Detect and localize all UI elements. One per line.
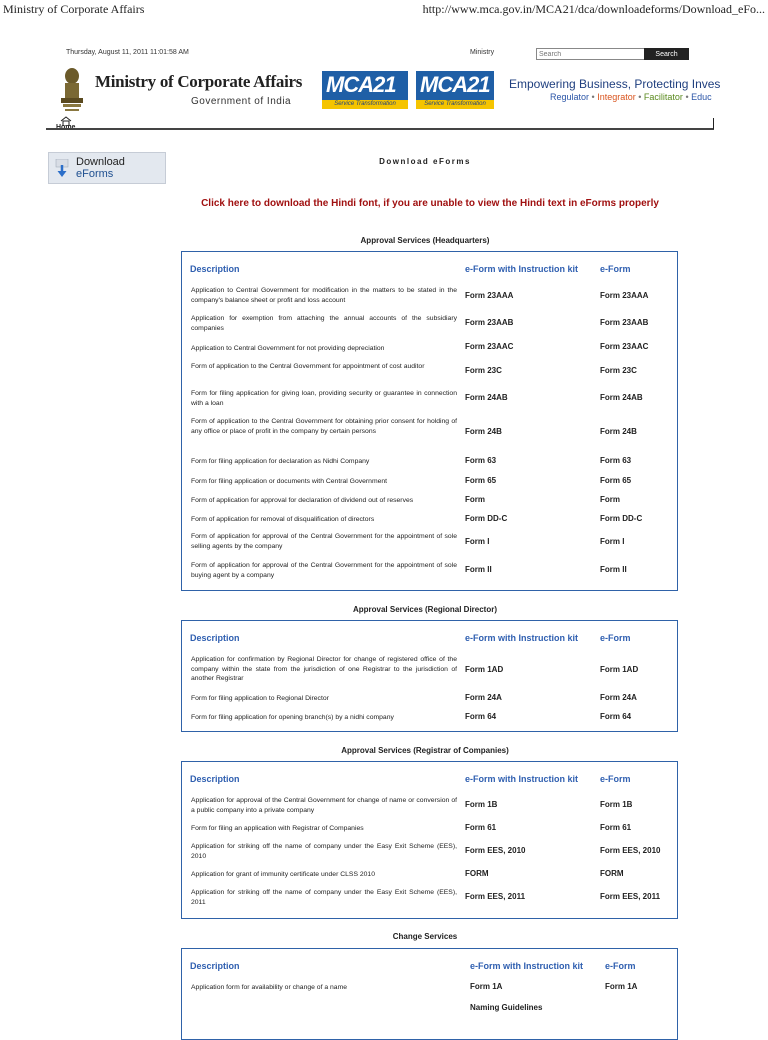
header-divider-marker: [713, 118, 714, 129]
form-kit-link[interactable]: Form 23AAC: [465, 342, 514, 351]
download-label: Download: [76, 156, 125, 168]
form-kit-link[interactable]: Form EES, 2010: [465, 846, 526, 855]
eform-link[interactable]: Form 23AAC: [600, 342, 649, 351]
form-kit-link[interactable]: FORM: [465, 869, 489, 878]
row-description: Form for filing application or documents with Central Government: [191, 478, 388, 485]
eform-link[interactable]: Form EES, 2010: [600, 846, 661, 855]
form-kit-link[interactable]: Form DD-C: [465, 514, 508, 523]
mca21-logo-sub: Service Transformation: [322, 100, 408, 109]
naming-guidelines-link[interactable]: Naming Guidelines: [470, 1003, 543, 1012]
form-kit-link[interactable]: Form 64: [465, 712, 497, 721]
row-description: Application for striking off the name of company under the Easy Exit Scheme (EES), 2011: [191, 889, 457, 906]
mca21-logo-text: MCA21: [420, 72, 490, 97]
eform-link[interactable]: Form 63: [600, 456, 632, 465]
col-header-kit: e-Form with Instruction kit: [470, 961, 584, 971]
form-kit-link[interactable]: Form 65: [465, 476, 497, 485]
col-header-eform: e-Form: [605, 961, 636, 971]
row-description: Form for filing an application with Registrar of Companies: [191, 825, 364, 832]
col-header-kit: e-Form with Instruction kit: [465, 633, 579, 643]
col-header-description: Description: [190, 264, 240, 274]
row-description: Application for grant of immunity certificate under CLSS 2010: [191, 871, 375, 878]
row-description: Application to Central Government for modification in the matters to be stated in the company's balance sheet or profit and loss account: [191, 287, 457, 304]
form-kit-link[interactable]: Form 61: [465, 823, 497, 832]
section-title-regional-director: Approval Services (Regional Director): [352, 605, 498, 614]
role-educator[interactable]: Educ: [691, 92, 712, 102]
eform-link[interactable]: FORM: [600, 869, 624, 878]
section-title-change-services: Change Services: [392, 932, 458, 941]
form-kit-link[interactable]: Form 1B: [465, 800, 498, 809]
col-header-kit: e-Form with Instruction kit: [465, 264, 579, 274]
hindi-font-link[interactable]: Click here to download the Hindi font, if you are unable to view the Hindi text in eForms properly: [201, 198, 659, 209]
eform-link[interactable]: Form EES, 2011: [600, 892, 661, 901]
col-header-kit: e-Form with Instruction kit: [465, 774, 579, 784]
form-kit-link[interactable]: Form 63: [465, 456, 497, 465]
eform-link[interactable]: Form 65: [600, 476, 632, 485]
role-integrator[interactable]: Integrator: [597, 92, 636, 102]
role-links: Regulator • Integrator • Facilitator • Educ: [550, 92, 712, 102]
row-description: Form of application to the Central Government for obtaining prior consent for holding of any office or place of profit in the company by certain persons: [191, 418, 457, 435]
eform-link[interactable]: Form 24AB: [600, 393, 643, 402]
eform-link[interactable]: Form 24B: [600, 427, 637, 436]
form-kit-link[interactable]: Form EES, 2011: [465, 892, 526, 901]
eform-link[interactable]: Form 23C: [600, 366, 637, 375]
mca21-logo-text: MCA21: [326, 72, 396, 97]
row-description: Application form for availability or change of a name: [191, 984, 348, 991]
form-kit-link[interactable]: Form 24A: [465, 693, 502, 702]
form-kit-link[interactable]: Form 1AD: [465, 665, 504, 674]
eform-link[interactable]: Form: [600, 495, 620, 504]
row-description: Application for confirmation by Regional Director for change of registered office of the company within the state from the jurisdiction of one Registrar to the jurisdiction of another Registrar: [191, 656, 457, 682]
row-description: Form of application to the Central Government for appointment of cost auditor: [191, 363, 425, 370]
page-title: Download eForms: [379, 157, 471, 166]
eform-link[interactable]: Form 1A: [605, 982, 638, 991]
row-description: Application for exemption from attaching the annual accounts of the subsidiary companies: [191, 315, 457, 332]
role-regulator[interactable]: Regulator: [550, 92, 590, 102]
header-divider: [46, 128, 714, 130]
table-headquarters: [181, 251, 678, 591]
eform-link[interactable]: Form 23AAA: [600, 291, 649, 300]
tagline: Empowering Business, Protecting Inves: [509, 77, 721, 91]
col-header-description: Description: [190, 774, 240, 784]
print-page-url: http://www.mca.gov.in/MCA21/dca/downloadeforms/Download_eFo...: [422, 2, 765, 16]
table-change-services: [181, 948, 678, 1040]
eform-link[interactable]: Form 23AAB: [600, 318, 649, 327]
row-description: Form for filing application for opening branch(s) by a nidhi company: [191, 714, 394, 721]
mca21-logo-secondary: [416, 71, 494, 109]
eform-link[interactable]: Form DD-C: [600, 514, 643, 523]
form-kit-link[interactable]: Form 23C: [465, 366, 502, 375]
eforms-label: eForms: [76, 168, 114, 180]
form-kit-link[interactable]: Form II: [465, 565, 492, 574]
form-kit-link[interactable]: Form 24AB: [465, 393, 508, 402]
government-subtitle: Government of India: [191, 96, 292, 107]
row-description: Application to Central Government for not providing depreciation: [191, 345, 385, 352]
table-regional-director: [181, 620, 678, 732]
ministry-label: Ministry: [470, 49, 495, 56]
row-description: Form of application for approval of the Central Government for the appointment of sole buying agent by a company: [191, 562, 457, 579]
form-kit-link[interactable]: Form: [465, 495, 485, 504]
form-kit-link[interactable]: Form 1A: [470, 982, 503, 991]
row-description: Application for approval of the Central Government for change of name or conversion of a public company into a private company: [191, 797, 457, 814]
col-header-description: Description: [190, 633, 240, 643]
form-kit-link[interactable]: Form 24B: [465, 427, 502, 436]
eform-link[interactable]: Form 61: [600, 823, 632, 832]
mca21-logo: [322, 71, 408, 109]
search-input[interactable]: [536, 48, 646, 60]
table-roc: [181, 761, 678, 919]
col-header-eform: e-Form: [600, 264, 631, 274]
row-description: Form for filing application to Regional Director: [191, 695, 329, 702]
ministry-title: Ministry of Corporate Affairs: [95, 72, 303, 91]
eform-link[interactable]: Form II: [600, 565, 627, 574]
mca21-logo-sub: Service Transformation: [416, 100, 494, 109]
eform-link[interactable]: Form 1B: [600, 800, 633, 809]
eform-link[interactable]: Form 24A: [600, 693, 637, 702]
col-header-description: Description: [190, 961, 240, 971]
row-description: Form of application for approval for declaration of dividend out of reserves: [191, 497, 414, 504]
section-title-headquarters: Approval Services (Headquarters): [360, 236, 490, 245]
row-description: Form of application for removal of disqualification of directors: [191, 516, 375, 523]
national-emblem-icon: [56, 66, 88, 116]
eform-link[interactable]: Form I: [600, 537, 625, 546]
current-date: Thursday, August 11, 2011 11:01:58 AM: [66, 49, 189, 56]
form-kit-link[interactable]: Form I: [465, 537, 490, 546]
row-description: Form for filing application for declaration as Nidhi Company: [191, 458, 370, 465]
form-kit-link[interactable]: Form 23AAB: [465, 318, 514, 327]
eform-link[interactable]: Form 64: [600, 712, 632, 721]
print-page-title: Ministry of Corporate Affairs: [3, 2, 145, 16]
search-button[interactable]: Search: [644, 48, 689, 60]
col-header-eform: e-Form: [600, 633, 631, 643]
role-facilitator[interactable]: Facilitator: [643, 92, 683, 102]
row-description: Application for striking off the name of company under the Easy Exit Scheme (EES), 2010: [191, 843, 457, 860]
row-description: Form of application for approval of the Central Government for the appointment of sole selling agents by the company: [191, 533, 457, 550]
row-description: Form for filing application for giving loan, providing security or guarantee in connection with a loan: [191, 390, 457, 407]
col-header-eform: e-Form: [600, 774, 631, 784]
eform-link[interactable]: Form 1AD: [600, 665, 639, 674]
form-kit-link[interactable]: Form 23AAA: [465, 291, 514, 300]
section-title-roc: Approval Services (Registrar of Companies): [341, 746, 509, 755]
